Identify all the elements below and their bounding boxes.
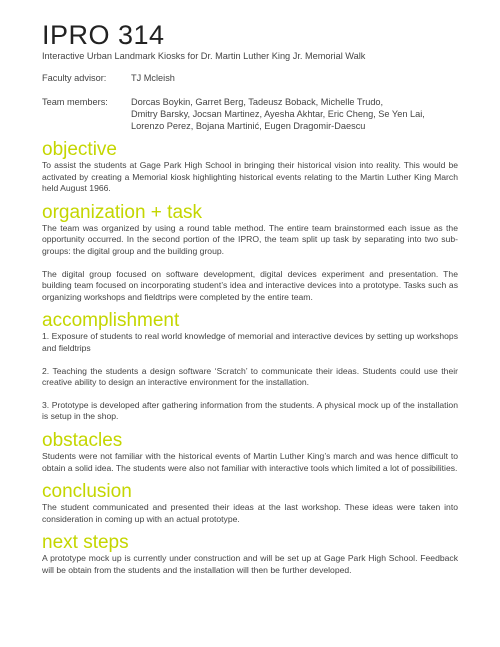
- organization-section: [42, 203, 458, 304]
- objective-section: [42, 140, 458, 195]
- next-steps-section: [42, 533, 458, 576]
- objective-heading: objective: [42, 139, 117, 160]
- team-members-label: Team members:: [42, 97, 108, 107]
- next-steps-heading: next steps: [42, 532, 129, 554]
- accomplishment-item: 3. Prototype is developed after gathering information from the students. A physical mock up of the installation is setup in the shop.: [42, 399, 458, 422]
- faculty-advisor-label: Faculty advisor:: [42, 73, 107, 83]
- accomplishment-item: 1. Exposure of students to real world knowledge of memorial and interactive devices by setting up workshops and fieldtrips: [42, 331, 458, 353]
- team-members-row: [42, 96, 458, 132]
- team-members-list: [131, 96, 458, 132]
- obstacles-text: Students were not familiar with the historical events of Martin Luther King’s march and was hence difficult to obtain a solid idea. The students were also not familiar with interactive tools which limited a lot of possibilities.: [42, 450, 458, 473]
- conclusion-section: [42, 482, 458, 525]
- next-steps-text: A prototype mock up is currently under construction and will be set up at Gage Park High School. Feedback will be obtain from the students and the installation will then be further developed.: [42, 553, 458, 575]
- obstacles-heading: obstacles: [42, 429, 123, 451]
- organization-heading: organization + task: [42, 201, 203, 223]
- obstacles-section: [42, 431, 458, 474]
- faculty-advisor-row: [42, 72, 458, 84]
- team-members-line: Dmitry Barsky, Jocsan Martinez, Ayesha Akhtar, Eric Cheng, Se Yen Lai,: [131, 109, 425, 119]
- organization-text: The team was organized by using a round table method. The entire team brainstormed each issue as the opportunity occurred. In the second portion of the IPRO, the team split up task by separating into two sub-groups: the digital group and the building group.: [42, 222, 458, 256]
- faculty-advisor-name: TJ Mcleish: [131, 73, 175, 83]
- accomplishment-item: 2. Teaching the students a design software ‘Scratch’ to communicate their ideas. Students could use their creative ability to design an interactive environment for the installation.: [42, 365, 458, 388]
- team-members-line: Dorcas Boykin, Garret Berg, Tadeusz Boback, Michelle Trudo,: [131, 97, 384, 107]
- objective-text: To assist the students at Gage Park High School in bringing their historical vision into reality. This would be activated by creating a Memorial kiosk highlighting historical events relating to the Martin Luther King March held August 1966.: [42, 160, 458, 194]
- document-subtitle: Interactive Urban Landmark Kiosks for Dr. Martin Luther King Jr. Memorial Walk: [42, 51, 366, 61]
- accomplishment-heading: accomplishment: [42, 310, 180, 332]
- conclusion-heading: conclusion: [42, 481, 132, 503]
- team-members-line: Lorenzo Perez, Bojana Martinić, Eugen Dragomir-Daescu: [131, 121, 366, 131]
- conclusion-text: The student communicated and presented their ideas at the last workshop. These ideas were taken into consideration in coming up with an actual prototype.: [42, 502, 458, 524]
- organization-text: The digital group focused on software development, digital devices experiment and presentation. The building team focused on incorporating student’s idea and interactive devices into a prototype. Tasks such as organizing workshops and fieldtrips were completed by the entire team.: [42, 268, 458, 302]
- accomplishment-section: [42, 311, 458, 423]
- document-title: IPRO 314: [42, 20, 165, 50]
